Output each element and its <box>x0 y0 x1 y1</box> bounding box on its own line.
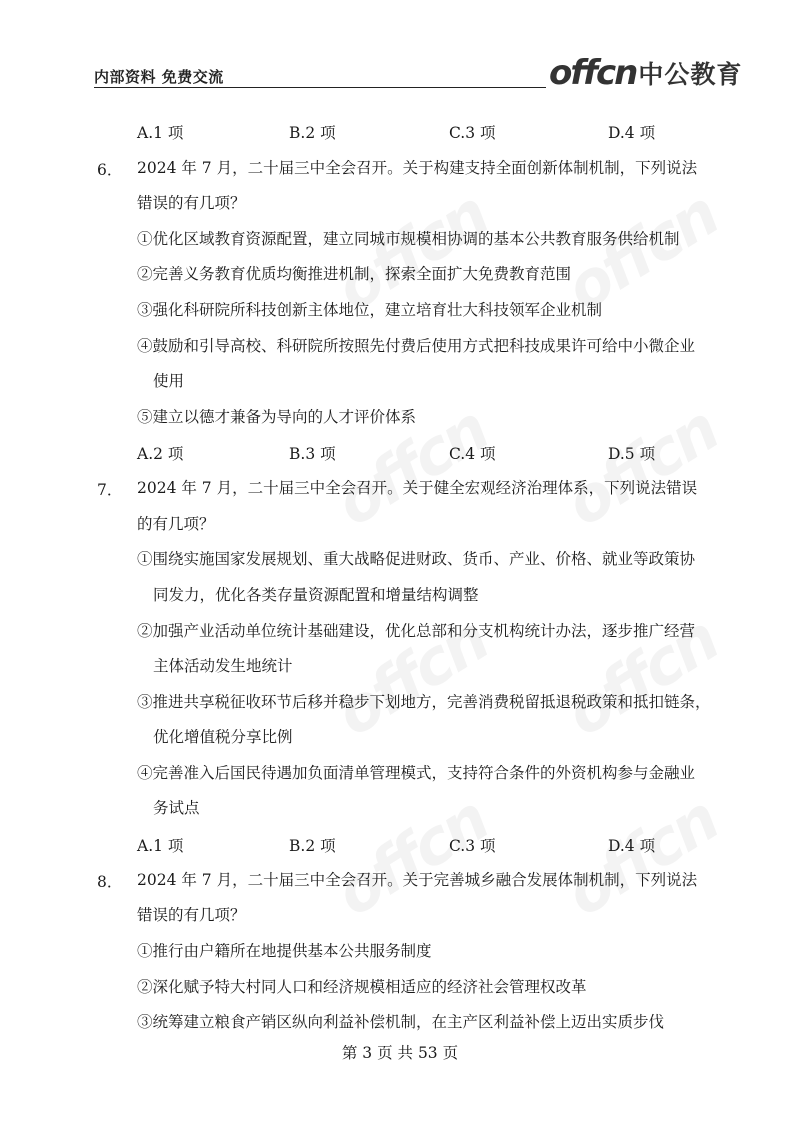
statement: ③强化科研院所科技创新主体地位，建立培育壮大科技领军企业机制 <box>137 301 603 319</box>
question-stem: 2024 年 7 月，二十届三中全会召开。关于完善城乡融合发展体制机制，下列说法 <box>137 871 698 889</box>
statement: 务试点 <box>153 799 200 817</box>
offcn-logo <box>549 53 743 93</box>
option: B.3 项 <box>289 445 336 463</box>
option: D.4 项 <box>608 124 656 142</box>
logo-cn-text: 中公教育 <box>638 60 743 89</box>
header-label: 内部资料 免费交流 <box>94 68 224 86</box>
watermark <box>553 393 729 541</box>
option: C.4 项 <box>449 445 496 463</box>
option: D.4 项 <box>608 837 656 855</box>
statement: ④鼓励和引导高校、科研院所按照先付费后使用方式把科技成果许可给中小微企业 <box>137 337 696 355</box>
option: B.2 项 <box>289 124 336 142</box>
statement: ②完善义务教育优质均衡推进机制，探索全面扩大免费教育范围 <box>137 265 572 283</box>
question-stem: 的有几项？ <box>137 515 215 533</box>
question-number: 7． <box>97 481 123 499</box>
statement: 同发力，优化各类存量资源配置和增量结构调整 <box>153 586 479 604</box>
statement: 使用 <box>153 372 185 390</box>
option: D.5 项 <box>608 445 656 463</box>
statement: 优化增值税分享比例 <box>153 728 293 746</box>
statement: ③推进共享税征收环节后移并稳步下划地方，完善消费税留抵退税政策和抵扣链条， <box>137 693 711 711</box>
statement: ⑤建立以德才兼备为导向的人才评价体系 <box>137 408 417 426</box>
option: A.1 项 <box>137 124 184 142</box>
statement: ②深化赋予特大村同人口和经济规模相适应的经济社会管理权改革 <box>137 978 587 996</box>
statement: ④完善准入后国民待遇加负面清单管理模式，支持符合条件的外资机构参与金融业 <box>137 764 696 782</box>
question-stem: 2024 年 7 月，二十届三中全会召开。关于构建支持全面创新体制机制，下列说法 <box>137 159 698 177</box>
watermark <box>553 783 729 931</box>
logo-en-text: offcn <box>549 53 637 93</box>
question-stem: 错误的有几项？ <box>137 194 246 212</box>
statement: 主体活动发生地统计 <box>153 657 293 675</box>
header-rule <box>94 87 546 88</box>
question-stem: 错误的有几项？ <box>137 906 246 924</box>
page-footer: 第 3 页 共 53 页 <box>341 1044 459 1062</box>
option: A.1 项 <box>137 837 184 855</box>
question-number: 8． <box>97 873 123 891</box>
question-number: 6． <box>97 161 123 179</box>
statement: ①优化区域教育资源配置，建立同城市规模相协调的基本公共教育服务供给机制 <box>137 230 680 248</box>
option: A.2 项 <box>137 445 184 463</box>
statement: ③统筹建立粮食产销区纵向利益补偿机制，在主产区利益补偿上迈出实质步伐 <box>137 1013 665 1031</box>
watermark <box>323 783 499 931</box>
statement: ①推行由户籍所在地提供基本公共服务制度 <box>137 942 432 960</box>
question-stem: 2024 年 7 月，二十届三中全会召开。关于健全宏观经济治理体系，下列说法错误 <box>137 479 698 497</box>
option: B.2 项 <box>289 837 336 855</box>
statement: ②加强产业活动单位统计基础建设，优化总部和分支机构统计办法，逐步推广经营 <box>137 622 696 640</box>
option: C.3 项 <box>449 124 496 142</box>
option: C.3 项 <box>449 837 496 855</box>
statement: ①围绕实施国家发展规划、重大战略促进财政、货币、产业、价格、就业等政策协 <box>137 550 696 568</box>
